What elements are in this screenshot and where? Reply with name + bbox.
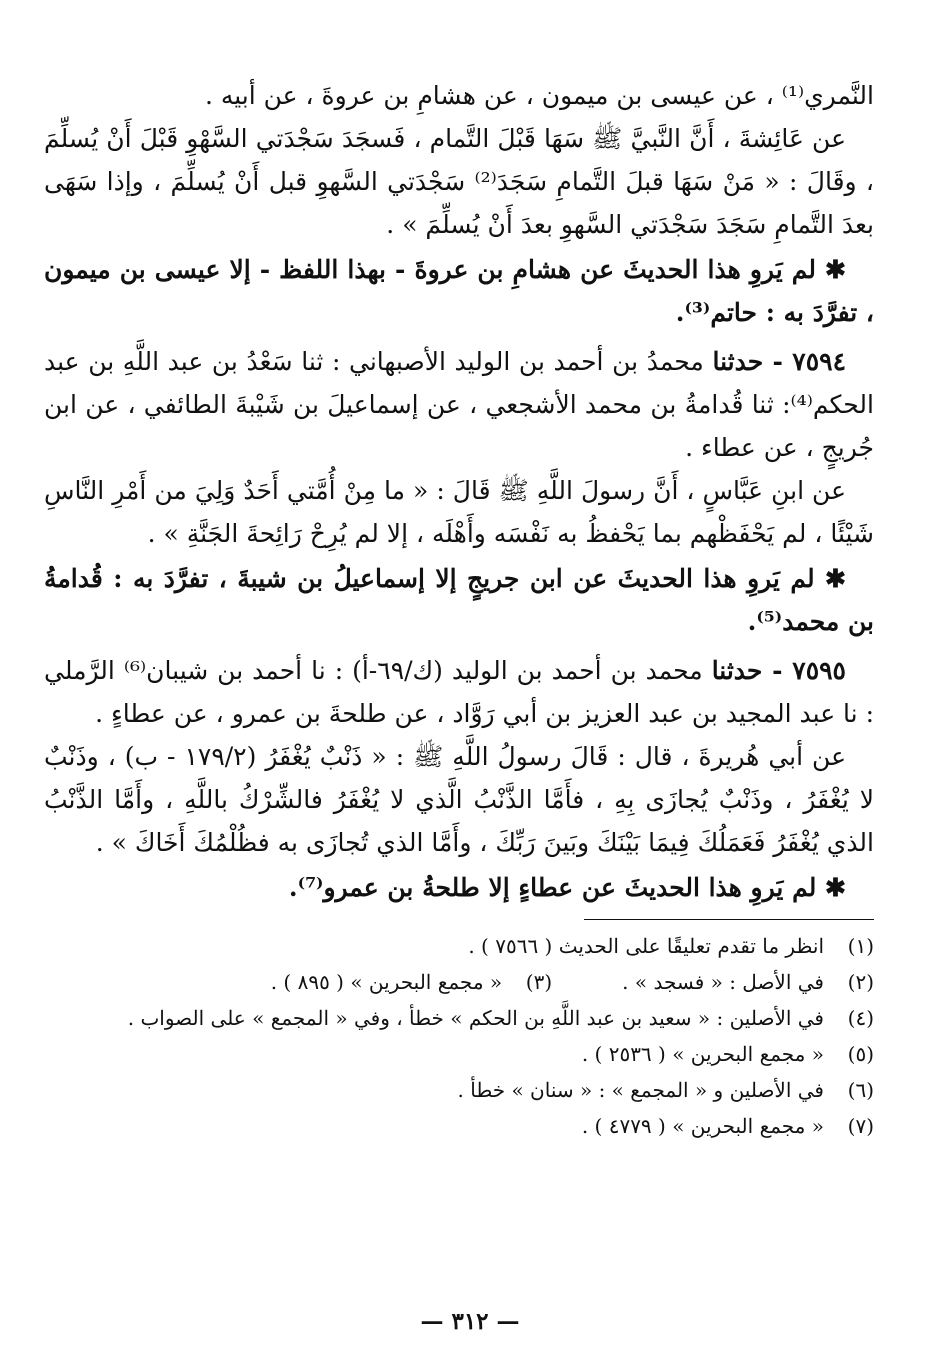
main-text <box>44 74 874 909</box>
footnote-row-2-3 <box>44 964 874 1000</box>
footnote-text: « مجمع البحرين » ( ٤٧٧٩ ) . <box>581 1114 824 1138</box>
hadith-number: ٧٥٩٥ <box>792 656 846 685</box>
footnote-number: (٦) <box>847 1078 874 1102</box>
hadith-number: ٧٥٩٤ <box>792 347 846 376</box>
isnad-text: محمدُ بن أحمد بن الوليد الأصبهاني : ثنا سَعْدُ بن عبد اللَّهِ بن عبد الحكم⁽⁴⁾: ثنا قُدامةُ بن محمد الأشجعي ، عن إسماعيلَ بن شَيْبةَ الطائفي ، عن ابن جُريجٍ ، عن عطاء . <box>44 347 874 462</box>
footnote-text: في الأصلين و « المجمع » : « سنان » خطأ . <box>457 1078 824 1102</box>
footnote-text: « مجمع البحرين » ( ٢٥٣٦ ) . <box>581 1042 824 1066</box>
footnote-number: (٣) <box>525 970 553 994</box>
footnote-2 <box>622 964 874 1000</box>
footnote-number: (٥) <box>847 1042 874 1066</box>
page-number: — ٣١٢ — <box>420 1308 520 1335</box>
footnote-number: (١) <box>847 934 874 958</box>
footnote-4 <box>44 1000 874 1036</box>
footnotes <box>44 928 874 1144</box>
footnote-separator <box>584 919 874 920</box>
footnote-number: (٢) <box>847 970 874 994</box>
footnote-3 <box>271 964 552 1000</box>
footnote-text: « مجمع البحرين » ( ٨٩٥ ) . <box>270 970 503 994</box>
matn-7595: عن أبي هُريرةَ ، قال : قَالَ رسولُ اللَّهِ ﷺ : « ذَنْبٌ يُغْفَرُ (١٧٩/٢ - ب) ، وذَنْبٌ لا يُغْفَرُ ، وذَنْبٌ يُجازَى بِهِ ، فأَمَّا الذَّنْبُ الَّذي لا يُغْفَرُ فالشِّرْكُ باللَّهِ ، وأَمَّا الذَّنْبُ الذي يُغْفَرُ فَعَمَلُكَ فِيمَا بَيْنَكَ وبَينَ رَبِّكَ ، وأَمَّا الذي تُجازَى به فظُلْمُكَ أَخَاكَ » . <box>44 742 874 857</box>
footnote-number: (٧) <box>847 1114 874 1138</box>
isnad-tail-7593: النَّمري⁽¹⁾ ، عن عيسى بن ميمون ، عن هشامِ بن عروةَ ، عن أبيه . <box>204 81 874 110</box>
haddathana-word: حدثنا <box>712 347 764 376</box>
footnote-1 <box>44 928 874 964</box>
footnote-text: في الأصلين : « سعيد بن عبد اللَّهِ بن الحكم » خطأ ، وفي « المجمع » على الصواب . <box>127 1006 824 1030</box>
ruling-7595: ✱ لم يَروِ هذا الحديثَ عن عطاءٍ إلا طلحةُ بن عمرو⁽⁷⁾. <box>288 873 846 902</box>
hadith-7595-isnad <box>44 649 874 735</box>
isnad-text: محمد بن أحمد بن الوليد (ك/٦٩-أ) : نا أحمد بن شيبان⁽⁶⁾ الرَّملي : نا عبد المجيد بن عبد العزيز بن أبي رَوَّاد ، عن طلحةَ بن عمرو ، عن عطاءٍ . <box>44 656 874 728</box>
footnote-5 <box>44 1036 874 1072</box>
haddathana-word: حدثنا <box>711 656 763 685</box>
ruling-7594: ✱ لم يَروِ هذا الحديثَ عن ابن جريجٍ إلا إسماعيلُ بن شيبةَ ، تفرَّدَ به : قُدامةُ بن محمد⁽⁵⁾. <box>44 564 874 636</box>
footnote-7 <box>44 1108 874 1144</box>
matn-7594: عن ابنِ عَبَّاسٍ ، أَنَّ رسولَ اللَّهِ ﷺ قَالَ : « ما مِنْ أُمَّتي أَحَدٌ وَلِيَ من أَمْرِ النَّاسِ شَيْئًا ، لم يَحْفَظْهم بما يَحْفظُ به نَفْسَه وأَهْلَه ، إلا لم يُرِحْ رَائِحةَ الجَنَّةِ » . <box>44 476 874 548</box>
hadith-dash: - <box>762 656 793 685</box>
footnote-text: في الأصل : « فسجد » . <box>622 970 824 994</box>
ruling-7593: ✱ لم يَروِ هذا الحديثَ عن هشامِ بن عروةَ - بهذا اللفظ - إلا عيسى بن ميمون ، تفرَّدَ به : حاتم⁽³⁾. <box>44 255 874 327</box>
footnote-6 <box>44 1072 874 1108</box>
footnote-number: (٤) <box>847 1006 874 1030</box>
matn-7593: عن عَائِشةَ ، أَنَّ النَّبيَّ ﷺ سَهَا قَبْلَ التَّمام ، فَسجَدَ سَجْدَتي السَّهْوِ قَبْلَ أَنْ يُسلِّمَ ، وقَالَ : « مَنْ سَهَا قبلَ التَّمامِ سَجَدَ⁽²⁾ سَجْدَتي السَّهوِ قبل أَنْ يُسلِّمَ ، وإذا سَهَى بعدَ التَّمامِ سَجَدَ سَجْدَتي السَّهوِ بعدَ أَنْ يُسلِّمَ » . <box>44 124 875 239</box>
hadith-dash: - <box>763 347 793 376</box>
footnote-text: انظر ما تقدم تعليقًا على الحديث ( ٧٥٦٦ ) . <box>468 934 824 958</box>
hadith-7594-isnad <box>44 340 874 469</box>
